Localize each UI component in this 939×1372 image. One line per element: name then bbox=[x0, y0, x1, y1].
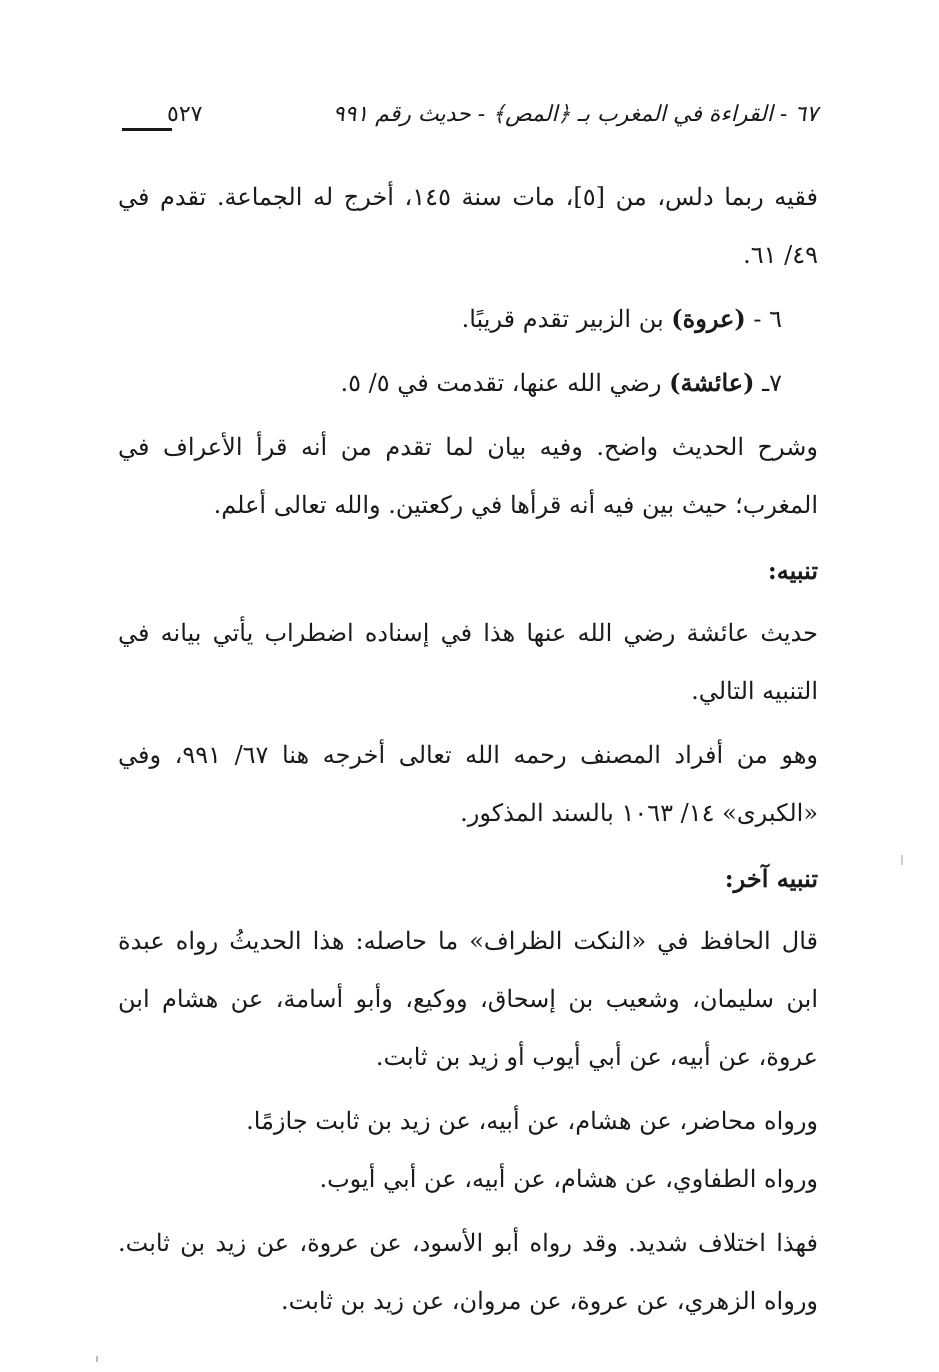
line-tufawi: ورواه الطفاوي، عن هشام، عن أبيه، عن أبي أيوب. bbox=[319, 1165, 818, 1193]
paragraph-hafiz-quote: قال الحافظ في «النكت الظراف» ما حاصله: هذا الحديثُ رواه عبدة ابن سليمان، وشعيب بن إسحاق، ووكيع، وأبو أسامة، عن هشام ابن عروة، عن أبيه، عن أبي أيوب أو زيد بن ثابت. bbox=[118, 927, 819, 1071]
header-rule bbox=[122, 128, 172, 131]
paragraph-narrator-note: فقيه ربما دلس، من [٥]، مات سنة ١٤٥، أخرج له الجماعة. تقدم في ٤٩/ ٦١. bbox=[118, 183, 818, 269]
running-header bbox=[122, 98, 818, 138]
paragraph-note-2: وهو من أفراد المصنف رحمه الله تعالى أخرجه هنا ٦٧/ ٩٩١، وفي «الكبرى» ١٤/ ١٠٦٣ بالسند المذكور. bbox=[118, 741, 818, 827]
narrator-6-name: (عروة) bbox=[671, 304, 746, 333]
narrator-7-text: رضي الله عنها، تقدمت في ٥/ ٥. bbox=[340, 369, 670, 397]
header-title: ٦٧ - القراءة في المغرب بـ ﴿المص﴾ - حديث رقم ٩٩١ bbox=[332, 102, 818, 127]
paragraph-narrator-7 bbox=[118, 354, 818, 412]
page-number: ٥٢٧ bbox=[167, 102, 203, 127]
narrator-6-text: بن الزبير تقدم قريبًا. bbox=[461, 305, 672, 333]
page-body bbox=[118, 168, 818, 1336]
narrator-7-name: (عائشة) bbox=[669, 368, 755, 397]
paragraph-narrator-6 bbox=[118, 290, 818, 348]
paragraph-note-1: حديث عائشة رضي الله عنها هذا في إسناده اضطراب يأتي بيانه في التنبيه التالي. bbox=[118, 619, 818, 705]
paragraph-conclusion: فهذا اختلاف شديد. وقد رواه أبو الأسود، عن عروة، عن زيد بن ثابت. ورواه الزهري، عن عروة، عن مروان، عن زيد بن ثابت. bbox=[118, 1229, 818, 1315]
paragraph-muhadir bbox=[118, 1092, 818, 1208]
paragraph-explanation: وشرح الحديث واضح. وفيه بيان لما تقدم من أنه قرأ الأعراف في المغرب؛ حيث بين فيه أنه قرأها في ركعتين. والله تعالى أعلم. bbox=[118, 433, 818, 519]
narrator-7-number: ٧ـ bbox=[754, 369, 782, 397]
narrator-6-number: ٦ - bbox=[745, 305, 782, 333]
heading-note: تنبيه: bbox=[767, 556, 818, 585]
scan-mark-bottom bbox=[96, 1356, 98, 1362]
scan-mark bbox=[901, 855, 903, 865]
heading-another-note: تنبيه آخر: bbox=[724, 864, 818, 893]
line-muhadir: ورواه محاضر، عن هشام، عن أبيه، عن زيد بن ثابت جازمًا. bbox=[246, 1107, 818, 1135]
